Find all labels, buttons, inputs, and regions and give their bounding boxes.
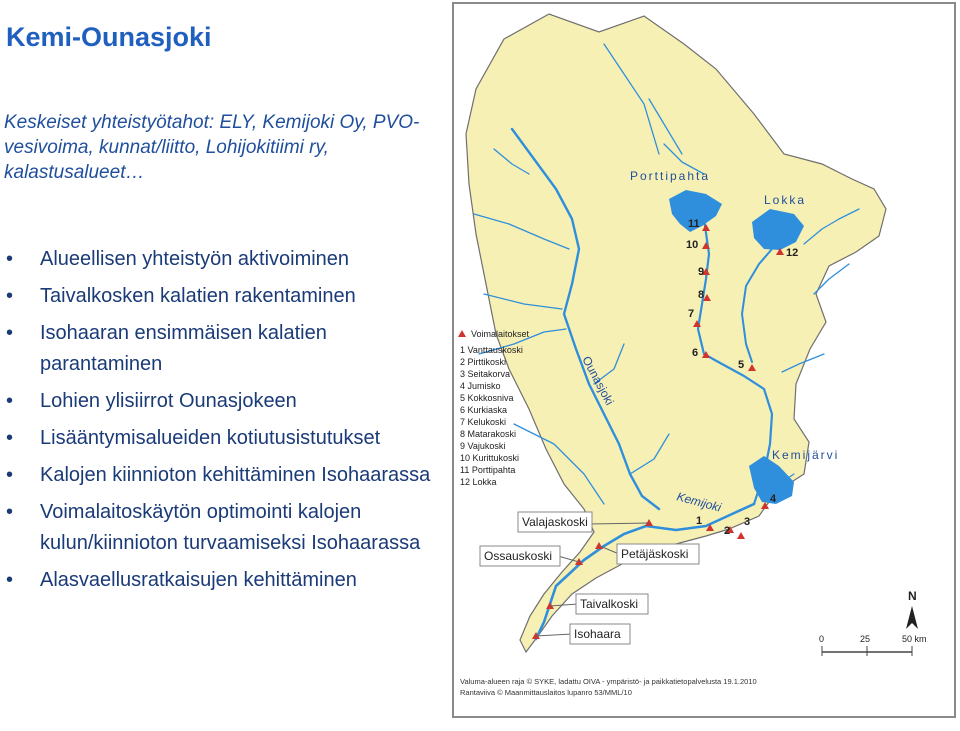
lokka-label: Lokka [764, 193, 807, 207]
porttipahta-label: Porttipahta [630, 169, 711, 183]
scale-label: 50 km [902, 634, 927, 644]
plant-number: 8 [698, 289, 705, 301]
intro-text: Keskeiset yhteistyötahot: ELY, Kemijoki Oy, PVO-vesivoima, kunnat/liitto, Lohijokitiimi ry, kalastusalueet… [4, 112, 420, 183]
kemijarvi-label: Kemijärvi [772, 448, 840, 462]
bullet-item: • Taivalkosken kalatien rakentaminen [6, 281, 436, 312]
bullet-list [6, 244, 436, 602]
legend-item: 2 Pirttikoski [460, 357, 507, 367]
legend-item: 1 Vanttauskoski [460, 345, 523, 355]
plant-number: 11 [688, 218, 700, 230]
legend-item: 9 Vajukoski [460, 441, 506, 451]
legend-item: 6 Kurkiaska [460, 405, 508, 415]
scale-label: 25 [860, 634, 871, 644]
plant-number: 3 [744, 516, 751, 528]
callout-label: Petäjäskoski [621, 547, 689, 561]
bullet-item: • Lohien ylisiirrot Ounasjokeen [6, 386, 436, 417]
map-credit: Rantaviiva © Maanmittauslaitos lupanro 53/MML/10 [460, 688, 632, 697]
river-map [452, 2, 956, 718]
plant-number: 12 [786, 247, 799, 259]
bullet-item: • Kalojen kiinnioton kehittäminen Isohaarassa [6, 460, 436, 491]
legend-marker [458, 330, 466, 337]
plant-number: 6 [692, 347, 699, 359]
callout-label: Valajaskoski [522, 515, 588, 529]
plant-marker [737, 532, 745, 539]
callout-label: Isohaara [574, 627, 621, 641]
callout-label: Ossauskoski [484, 549, 553, 563]
callout-label: Taivalkoski [580, 597, 639, 611]
legend-item: 4 Jumisko [460, 381, 501, 391]
page-title: Kemi-Ounasjoki [6, 22, 212, 52]
legend-title: Voimalaitokset [471, 329, 530, 339]
plant-number: 2 [724, 525, 731, 537]
map-credit: Valuma-alueen raja © SYKE, ladattu OIVA - ympäristö- ja paikkatietopalvelusta 19.1.2010 [460, 677, 757, 686]
kemijoki-label: Kemijoki [675, 489, 723, 515]
legend-item: 3 Seitakorva [460, 369, 511, 379]
plant-number: 4 [770, 493, 777, 505]
north-arrow-icon [906, 589, 918, 629]
bullet-item: • Voimalaitoskäytön optimointi kalojen kulun/kiinnioton turvaamiseksi Isohaarassa [6, 497, 436, 559]
legend-item: 12 Lokka [460, 477, 497, 487]
map-canvas [454, 4, 954, 716]
bullet-item: • Isohaaran ensimmäisen kalatien parantaminen [6, 318, 436, 380]
legend-item: 5 Kokkosniva [460, 393, 514, 403]
plant-number: 9 [698, 266, 705, 278]
plant-number: 10 [686, 239, 699, 251]
bullet-item: • Lisääntymisalueiden kotiutusistutukset [6, 423, 436, 454]
north-label: N [908, 589, 917, 603]
scale-bar [819, 634, 927, 656]
bullet-item: • Alasvaellusratkaisujen kehittäminen [6, 565, 436, 596]
legend-item: 8 Matarakoski [460, 429, 517, 439]
scale-label: 0 [819, 634, 825, 644]
legend-item: 7 Kelukoski [460, 417, 507, 427]
plant-number: 7 [688, 308, 695, 320]
legend-item: 10 Kurittukoski [460, 453, 520, 463]
callout-leader [536, 634, 572, 636]
map-legend [458, 329, 530, 487]
plant-number: 1 [696, 515, 703, 527]
ounasjoki-label: Ounasjoki [579, 353, 617, 408]
plant-number: 5 [738, 359, 745, 371]
legend-item: 11 Porttipahta [460, 465, 516, 475]
bullet-item: • Alueellisen yhteistyön aktivoiminen [6, 244, 436, 275]
